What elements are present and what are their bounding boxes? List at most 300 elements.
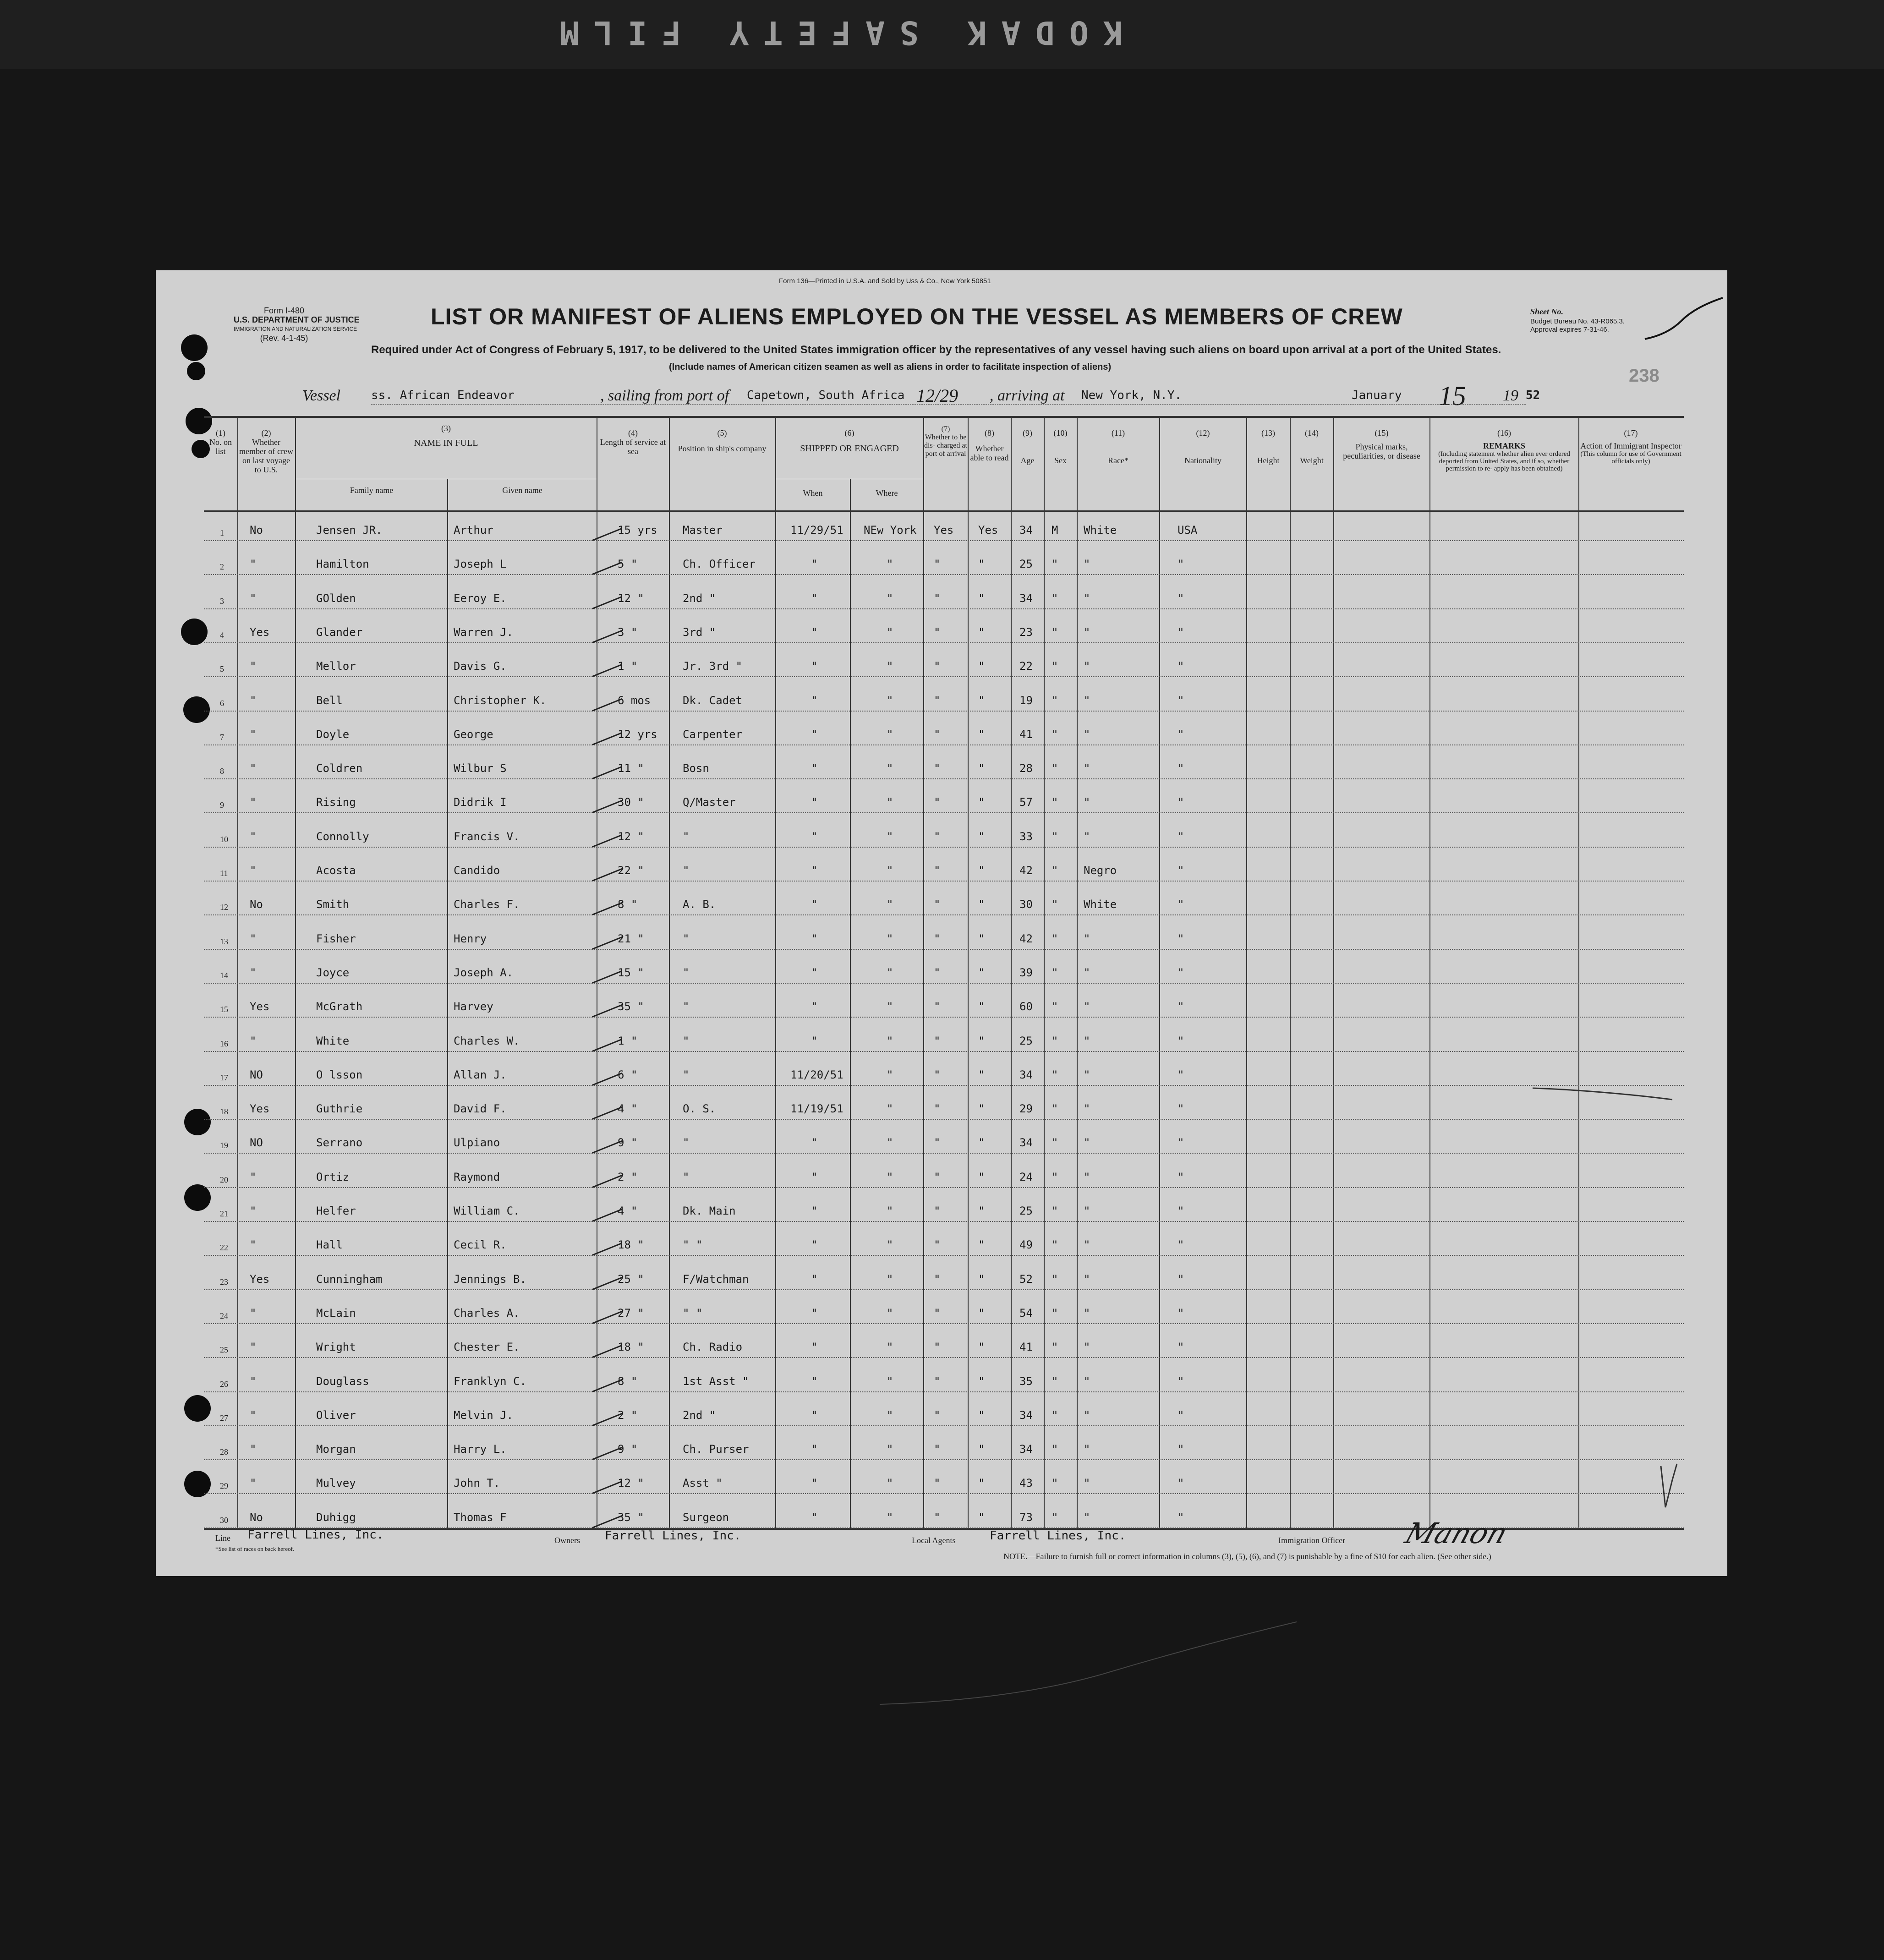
cell-age: 52: [1019, 1272, 1033, 1286]
col-3-header: (3) NAME IN FULL: [414, 424, 478, 448]
cell-sex: ": [1052, 1374, 1058, 1388]
cell-read: ": [978, 1443, 985, 1456]
row-number: 13: [220, 936, 228, 946]
cell-read: ": [978, 1272, 985, 1286]
cell-age: 35: [1019, 1374, 1033, 1388]
cell-age: 19: [1019, 694, 1033, 707]
cell-family: Mulvey: [316, 1477, 356, 1490]
cell-family: McGrath: [316, 1000, 363, 1013]
cell-read: ": [978, 1204, 985, 1217]
cell-family: Wright: [316, 1341, 356, 1354]
cell-age: 42: [1019, 864, 1033, 877]
cell-given: Arthur: [454, 524, 493, 537]
vessel-name: ss. African Endeavor: [371, 389, 515, 402]
cell-where: ": [887, 932, 893, 945]
cell-when: ": [811, 1170, 818, 1183]
row-number: 22: [220, 1243, 228, 1253]
cell-where: NEw York: [864, 524, 917, 537]
officer-signature: Manon: [1401, 1517, 1512, 1550]
cell-position: Ch. Officer: [683, 558, 756, 571]
departure-port: Capetown, South Africa: [747, 389, 905, 402]
cell-disch: ": [934, 1511, 941, 1524]
cell-disch: ": [934, 1272, 941, 1286]
col-5-header: (5) Position in ship's company: [678, 428, 767, 453]
cell-when: ": [811, 864, 818, 877]
cell-sex: ": [1052, 1272, 1058, 1286]
cell-sex: ": [1052, 1306, 1058, 1319]
cell-service: 12 yrs: [618, 728, 657, 741]
cell-last: Yes: [250, 1000, 270, 1013]
cell-where: ": [887, 694, 893, 707]
cell-nat: ": [1178, 1341, 1184, 1354]
cell-disch: ": [934, 728, 941, 741]
cell-nat: ": [1178, 796, 1184, 809]
cell-age: 34: [1019, 1136, 1033, 1150]
cell-service: 30 ": [618, 796, 644, 809]
arrival-year: 52: [1526, 389, 1540, 402]
cell-last: ": [250, 966, 257, 979]
line-value: Farrell Lines, Inc.: [247, 1528, 384, 1542]
cell-sex: ": [1052, 864, 1058, 877]
cell-where: ": [887, 1306, 893, 1319]
cell-family: Connolly: [316, 830, 369, 843]
film-scratch: [880, 1617, 1301, 1709]
cell-race: ": [1084, 591, 1090, 605]
cell-service: 12 ": [618, 1477, 644, 1490]
cell-family: Hamilton: [316, 558, 369, 571]
cell-disch: ": [934, 1477, 941, 1490]
cell-last: No: [250, 1511, 263, 1524]
cell-service: 35 ": [618, 1000, 644, 1013]
cell-disch: ": [934, 558, 941, 571]
cell-read: ": [978, 898, 985, 911]
cell-read: ": [978, 1408, 985, 1422]
row-rule: [204, 812, 1684, 813]
row-rule: [204, 1153, 1684, 1154]
cell-where: ": [887, 591, 893, 605]
cell-where: ": [887, 796, 893, 809]
cell-where: ": [887, 660, 893, 673]
cell-disch: ": [934, 1034, 941, 1047]
cell-sex: ": [1052, 1238, 1058, 1252]
cell-race: ": [1084, 1443, 1090, 1456]
handwritten-date: 12/29: [916, 385, 958, 406]
cell-age: 25: [1019, 558, 1033, 571]
cell-given: Henry: [454, 932, 487, 945]
cell-where: ": [887, 1477, 893, 1490]
cell-where: ": [887, 625, 893, 639]
cell-sex: ": [1052, 830, 1058, 843]
cell-disch: ": [934, 1374, 941, 1388]
cell-disch: ": [934, 830, 941, 843]
cell-service: 12 ": [618, 591, 644, 605]
row-rule: [204, 1357, 1684, 1358]
row-number: 19: [220, 1141, 228, 1150]
cell-family: Helfer: [316, 1204, 356, 1217]
cell-read: ": [978, 1170, 985, 1183]
cell-race: ": [1084, 762, 1090, 775]
row-rule: [204, 1289, 1684, 1290]
cell-age: 29: [1019, 1102, 1033, 1116]
cell-service: 8 ": [618, 1374, 638, 1388]
arrival-port: New York, N.Y.: [1081, 389, 1182, 402]
arrival-month: January: [1352, 389, 1402, 402]
cell-position: Jr. 3rd ": [683, 660, 743, 673]
cell-age: 33: [1019, 830, 1033, 843]
cell-read: ": [978, 932, 985, 945]
cell-read: ": [978, 591, 985, 605]
cell-service: 25 ": [618, 1272, 644, 1286]
cell-disch: ": [934, 1000, 941, 1013]
cell-sex: ": [1052, 728, 1058, 741]
cell-service: 8 ": [618, 898, 638, 911]
cell-sex: ": [1052, 558, 1058, 571]
cell-last: ": [250, 1170, 257, 1183]
page-title: LIST OR MANIFEST OF ALIENS EMPLOYED ON THE VESSEL AS MEMBERS OF CREW: [431, 304, 1403, 329]
cell-read: ": [978, 1341, 985, 1354]
row-number: 26: [220, 1379, 228, 1389]
cell-disch: ": [934, 1443, 941, 1456]
cell-nat: ": [1178, 591, 1184, 605]
cell-nat: ": [1178, 762, 1184, 775]
cell-age: 41: [1019, 1341, 1033, 1354]
cell-where: ": [887, 1408, 893, 1422]
row-rule: [204, 1051, 1684, 1052]
form-printer-line: Form 136—Printed in U.S.A. and Sold by Uss & Co., New York 50851: [779, 277, 991, 285]
row-number: 4: [220, 630, 224, 640]
cell-age: 28: [1019, 762, 1033, 775]
cell-when: 11/29/51: [790, 524, 843, 537]
cell-given: Charles F.: [454, 898, 520, 911]
cell-nat: ": [1178, 1374, 1184, 1388]
where-header: Where: [876, 488, 898, 498]
cell-position: " ": [683, 1306, 703, 1319]
cell-race: ": [1084, 625, 1090, 639]
film-edge: [0, 0, 1884, 69]
cell-where: ": [887, 966, 893, 979]
cell-service: 4 ": [618, 1204, 638, 1217]
cell-service: 9 ": [618, 1136, 638, 1150]
cell-read: ": [978, 1102, 985, 1116]
cell-service: 18 ": [618, 1341, 644, 1354]
row-rule: [204, 983, 1684, 984]
cell-race: ": [1084, 932, 1090, 945]
cell-disch: ": [934, 1170, 941, 1183]
cell-last: ": [250, 796, 257, 809]
cell-where: ": [887, 1204, 893, 1217]
arriving-label: , arriving at: [990, 387, 1065, 404]
punch-hole: [184, 1395, 211, 1422]
cell-last: ": [250, 1374, 257, 1388]
cell-when: ": [811, 694, 818, 707]
cell-read: ": [978, 558, 985, 571]
cell-given: Warren J.: [454, 625, 514, 639]
cell-family: Jensen JR.: [316, 524, 383, 537]
family-name-header: Family name: [350, 486, 394, 495]
approval-expires: Approval expires 7-31-46.: [1530, 326, 1609, 334]
cell-age: 39: [1019, 966, 1033, 979]
cell-read: ": [978, 1477, 985, 1490]
row-number: 7: [220, 732, 224, 742]
initials-mark: [1654, 1462, 1681, 1512]
officer-label: Immigration Officer: [1278, 1536, 1346, 1545]
cell-race: ": [1084, 1306, 1090, 1319]
cell-race: ": [1084, 966, 1090, 979]
cell-where: ": [887, 1238, 893, 1252]
row-number: 21: [220, 1209, 228, 1218]
punch-hole: [184, 1184, 211, 1211]
cell-given: William C.: [454, 1204, 520, 1217]
cell-read: ": [978, 1511, 985, 1524]
row-number: 9: [220, 800, 224, 810]
cell-position: Dk. Main: [683, 1204, 736, 1217]
cell-race: ": [1084, 1477, 1090, 1490]
cell-family: Acosta: [316, 864, 356, 877]
cell-given: Christopher K.: [454, 694, 547, 707]
cell-given: Thomas F: [454, 1511, 507, 1524]
cell-position: ": [683, 1000, 690, 1013]
cell-position: ": [683, 932, 690, 945]
cell-position: F/Watchman: [683, 1272, 749, 1286]
cell-given: Candido: [454, 864, 500, 877]
cell-sex: ": [1052, 898, 1058, 911]
cell-disch: ": [934, 966, 941, 979]
cell-given: Wilbur S: [454, 762, 507, 775]
cell-service: 15 yrs: [618, 524, 657, 537]
cell-when: ": [811, 1000, 818, 1013]
cell-where: ": [887, 1341, 893, 1354]
cell-when: ": [811, 1341, 818, 1354]
cell-family: Joyce: [316, 966, 350, 979]
cell-last: Yes: [250, 625, 270, 639]
row-rule: [204, 1187, 1684, 1188]
cell-family: Oliver: [316, 1408, 356, 1422]
row-number: 20: [220, 1175, 228, 1184]
row-number: 6: [220, 698, 224, 708]
cell-race: ": [1084, 1068, 1090, 1081]
cell-sex: ": [1052, 1102, 1058, 1116]
cell-when: ": [811, 1477, 818, 1490]
cell-when: ": [811, 762, 818, 775]
cell-service: 6 mos: [618, 694, 651, 707]
cell-given: Jennings B.: [454, 1272, 526, 1286]
cell-where: ": [887, 1374, 893, 1388]
cell-family: Cunningham: [316, 1272, 383, 1286]
cell-disch: ": [934, 762, 941, 775]
year-prefix: 19: [1503, 387, 1518, 404]
cell-disch: ": [934, 1102, 941, 1116]
cell-read: ": [978, 1374, 985, 1388]
cell-race: ": [1084, 1408, 1090, 1422]
cell-given: Harry L.: [454, 1443, 507, 1456]
col-11-header: (11) Race*: [1108, 428, 1128, 465]
cell-family: Smith: [316, 898, 350, 911]
cell-family: McLain: [316, 1306, 356, 1319]
cell-age: 42: [1019, 932, 1033, 945]
cell-nat: USA: [1178, 524, 1198, 537]
cell-family: Morgan: [316, 1443, 356, 1456]
col-10-header: (10) Sex: [1053, 428, 1068, 465]
cell-when: ": [811, 1204, 818, 1217]
cell-age: 34: [1019, 1068, 1033, 1081]
cell-given: Allan J.: [454, 1068, 507, 1081]
cell-sex: ": [1052, 1341, 1058, 1354]
cell-nat: ": [1178, 1136, 1184, 1150]
owners-value: Farrell Lines, Inc.: [605, 1529, 741, 1543]
row-number: 10: [220, 834, 228, 844]
cell-when: ": [811, 966, 818, 979]
cell-position: ": [683, 966, 690, 979]
row-number: 11: [220, 869, 228, 878]
row-rule: [204, 778, 1684, 779]
cell-nat: ": [1178, 1204, 1184, 1217]
cell-nat: ": [1178, 864, 1184, 877]
cell-race: ": [1084, 796, 1090, 809]
cell-race: ": [1084, 1000, 1090, 1013]
cell-race: ": [1084, 1204, 1090, 1217]
cell-nat: ": [1178, 1000, 1184, 1013]
cell-given: David F.: [454, 1102, 507, 1116]
cell-position: " ": [683, 1238, 703, 1252]
cell-last: ": [250, 1204, 257, 1217]
cell-race: ": [1084, 1238, 1090, 1252]
col-4-header: (4) Length of service at sea: [600, 428, 666, 456]
cell-given: Ulpiano: [454, 1136, 500, 1150]
cell-last: ": [250, 932, 257, 945]
cell-family: Fisher: [316, 932, 356, 945]
cell-last: ": [250, 1408, 257, 1422]
cell-nat: ": [1178, 1408, 1184, 1422]
row-rule: [204, 1221, 1684, 1222]
cell-read: ": [978, 728, 985, 741]
cell-nat: ": [1178, 932, 1184, 945]
cell-where: ": [887, 1102, 893, 1116]
cell-nat: ": [1178, 1170, 1184, 1183]
cell-nat: ": [1178, 1102, 1184, 1116]
when-header: When: [803, 488, 823, 498]
cell-race: White: [1084, 898, 1117, 911]
cell-last: Yes: [250, 1102, 270, 1116]
cell-age: 30: [1019, 898, 1033, 911]
given-name-header: Given name: [502, 486, 542, 495]
punch-hole: [187, 362, 205, 380]
row-rule: [204, 914, 1684, 915]
cell-family: GOlden: [316, 591, 356, 605]
cell-service: 35 ": [618, 1511, 644, 1524]
cell-given: John T.: [454, 1477, 500, 1490]
cell-disch: ": [934, 1204, 941, 1217]
cell-position: ": [683, 1170, 690, 1183]
cell-race: ": [1084, 694, 1090, 707]
cell-service: 27 ": [618, 1306, 644, 1319]
cell-disch: ": [934, 591, 941, 605]
cell-service: 6 ": [618, 1068, 638, 1081]
line-label: Line: [215, 1533, 230, 1543]
cell-sex: ": [1052, 1068, 1058, 1081]
cell-service: 9 ": [618, 1443, 638, 1456]
cell-last: Yes: [250, 1272, 270, 1286]
cell-where: ": [887, 728, 893, 741]
cell-when: ": [811, 625, 818, 639]
cell-read: Yes: [978, 524, 998, 537]
cell-race: ": [1084, 1170, 1090, 1183]
cell-sex: ": [1052, 1000, 1058, 1013]
cell-given: Cecil R.: [454, 1238, 507, 1252]
cell-sex: ": [1052, 694, 1058, 707]
stamp-number: 238: [1629, 366, 1659, 386]
punch-hole: [184, 1109, 211, 1135]
cell-read: ": [978, 762, 985, 775]
cell-nat: ": [1178, 898, 1184, 911]
cell-where: ": [887, 1170, 893, 1183]
cell-nat: ": [1178, 1511, 1184, 1524]
cell-disch: ": [934, 1068, 941, 1081]
cell-when: ": [811, 932, 818, 945]
penalty-note: NOTE.—Failure to furnish full or correct information in columns (3), (5), (6), and (7) is punishable by a fine of $10 for each alien. (See other side.): [1003, 1552, 1491, 1561]
cell-position: Ch. Radio: [683, 1341, 743, 1354]
owners-label: Owners: [554, 1536, 580, 1545]
cell-where: ": [887, 1000, 893, 1013]
row-number: 12: [220, 903, 228, 912]
cell-when: ": [811, 1306, 818, 1319]
cell-given: Franklyn C.: [454, 1374, 526, 1388]
punch-hole: [181, 334, 208, 361]
cell-family: O lsson: [316, 1068, 363, 1081]
col-1-header: (1) No. on list: [209, 428, 232, 456]
col-15-header: (15) Physical marks, peculiarities, or disease: [1343, 428, 1420, 460]
cell-sex: ": [1052, 1170, 1058, 1183]
cell-nat: ": [1178, 694, 1184, 707]
cell-when: ": [811, 1408, 818, 1422]
cell-last: ": [250, 694, 257, 707]
cell-race: White: [1084, 524, 1117, 537]
cell-age: 23: [1019, 625, 1033, 639]
cell-position: Asst ": [683, 1477, 723, 1490]
cell-nat: ": [1178, 1306, 1184, 1319]
row-number: 8: [220, 766, 224, 776]
row-number: 2: [220, 562, 224, 572]
row-rule: [204, 1391, 1684, 1392]
cell-age: 54: [1019, 1306, 1033, 1319]
cell-last: ": [250, 1341, 257, 1354]
cell-disch: ": [934, 932, 941, 945]
cell-age: 34: [1019, 1443, 1033, 1456]
cell-age: 73: [1019, 1511, 1033, 1524]
cell-nat: ": [1178, 1272, 1184, 1286]
cell-position: 1st Asst ": [683, 1374, 749, 1388]
cell-sex: ": [1052, 762, 1058, 775]
cell-given: Joseph L: [454, 558, 507, 571]
col-14-header: (14) Weight: [1300, 428, 1324, 465]
cell-read: ": [978, 830, 985, 843]
row-number: 3: [220, 596, 224, 606]
row-rule: [204, 1323, 1684, 1324]
col-8-header: (8) Whether able to read: [970, 428, 1009, 462]
cell-family: Duhigg: [316, 1511, 356, 1524]
cell-sex: ": [1052, 796, 1058, 809]
cell-when: ": [811, 1136, 818, 1150]
cell-age: 60: [1019, 1000, 1033, 1013]
cell-last: NO: [250, 1068, 263, 1081]
arrival-day: 15: [1439, 381, 1466, 411]
row-number: 24: [220, 1311, 228, 1320]
row-rule: [204, 1459, 1684, 1460]
cell-when: ": [811, 796, 818, 809]
cell-position: ": [683, 864, 690, 877]
table-top-rule: [204, 416, 1684, 418]
cell-read: ": [978, 660, 985, 673]
cell-sex: ": [1052, 1136, 1058, 1150]
